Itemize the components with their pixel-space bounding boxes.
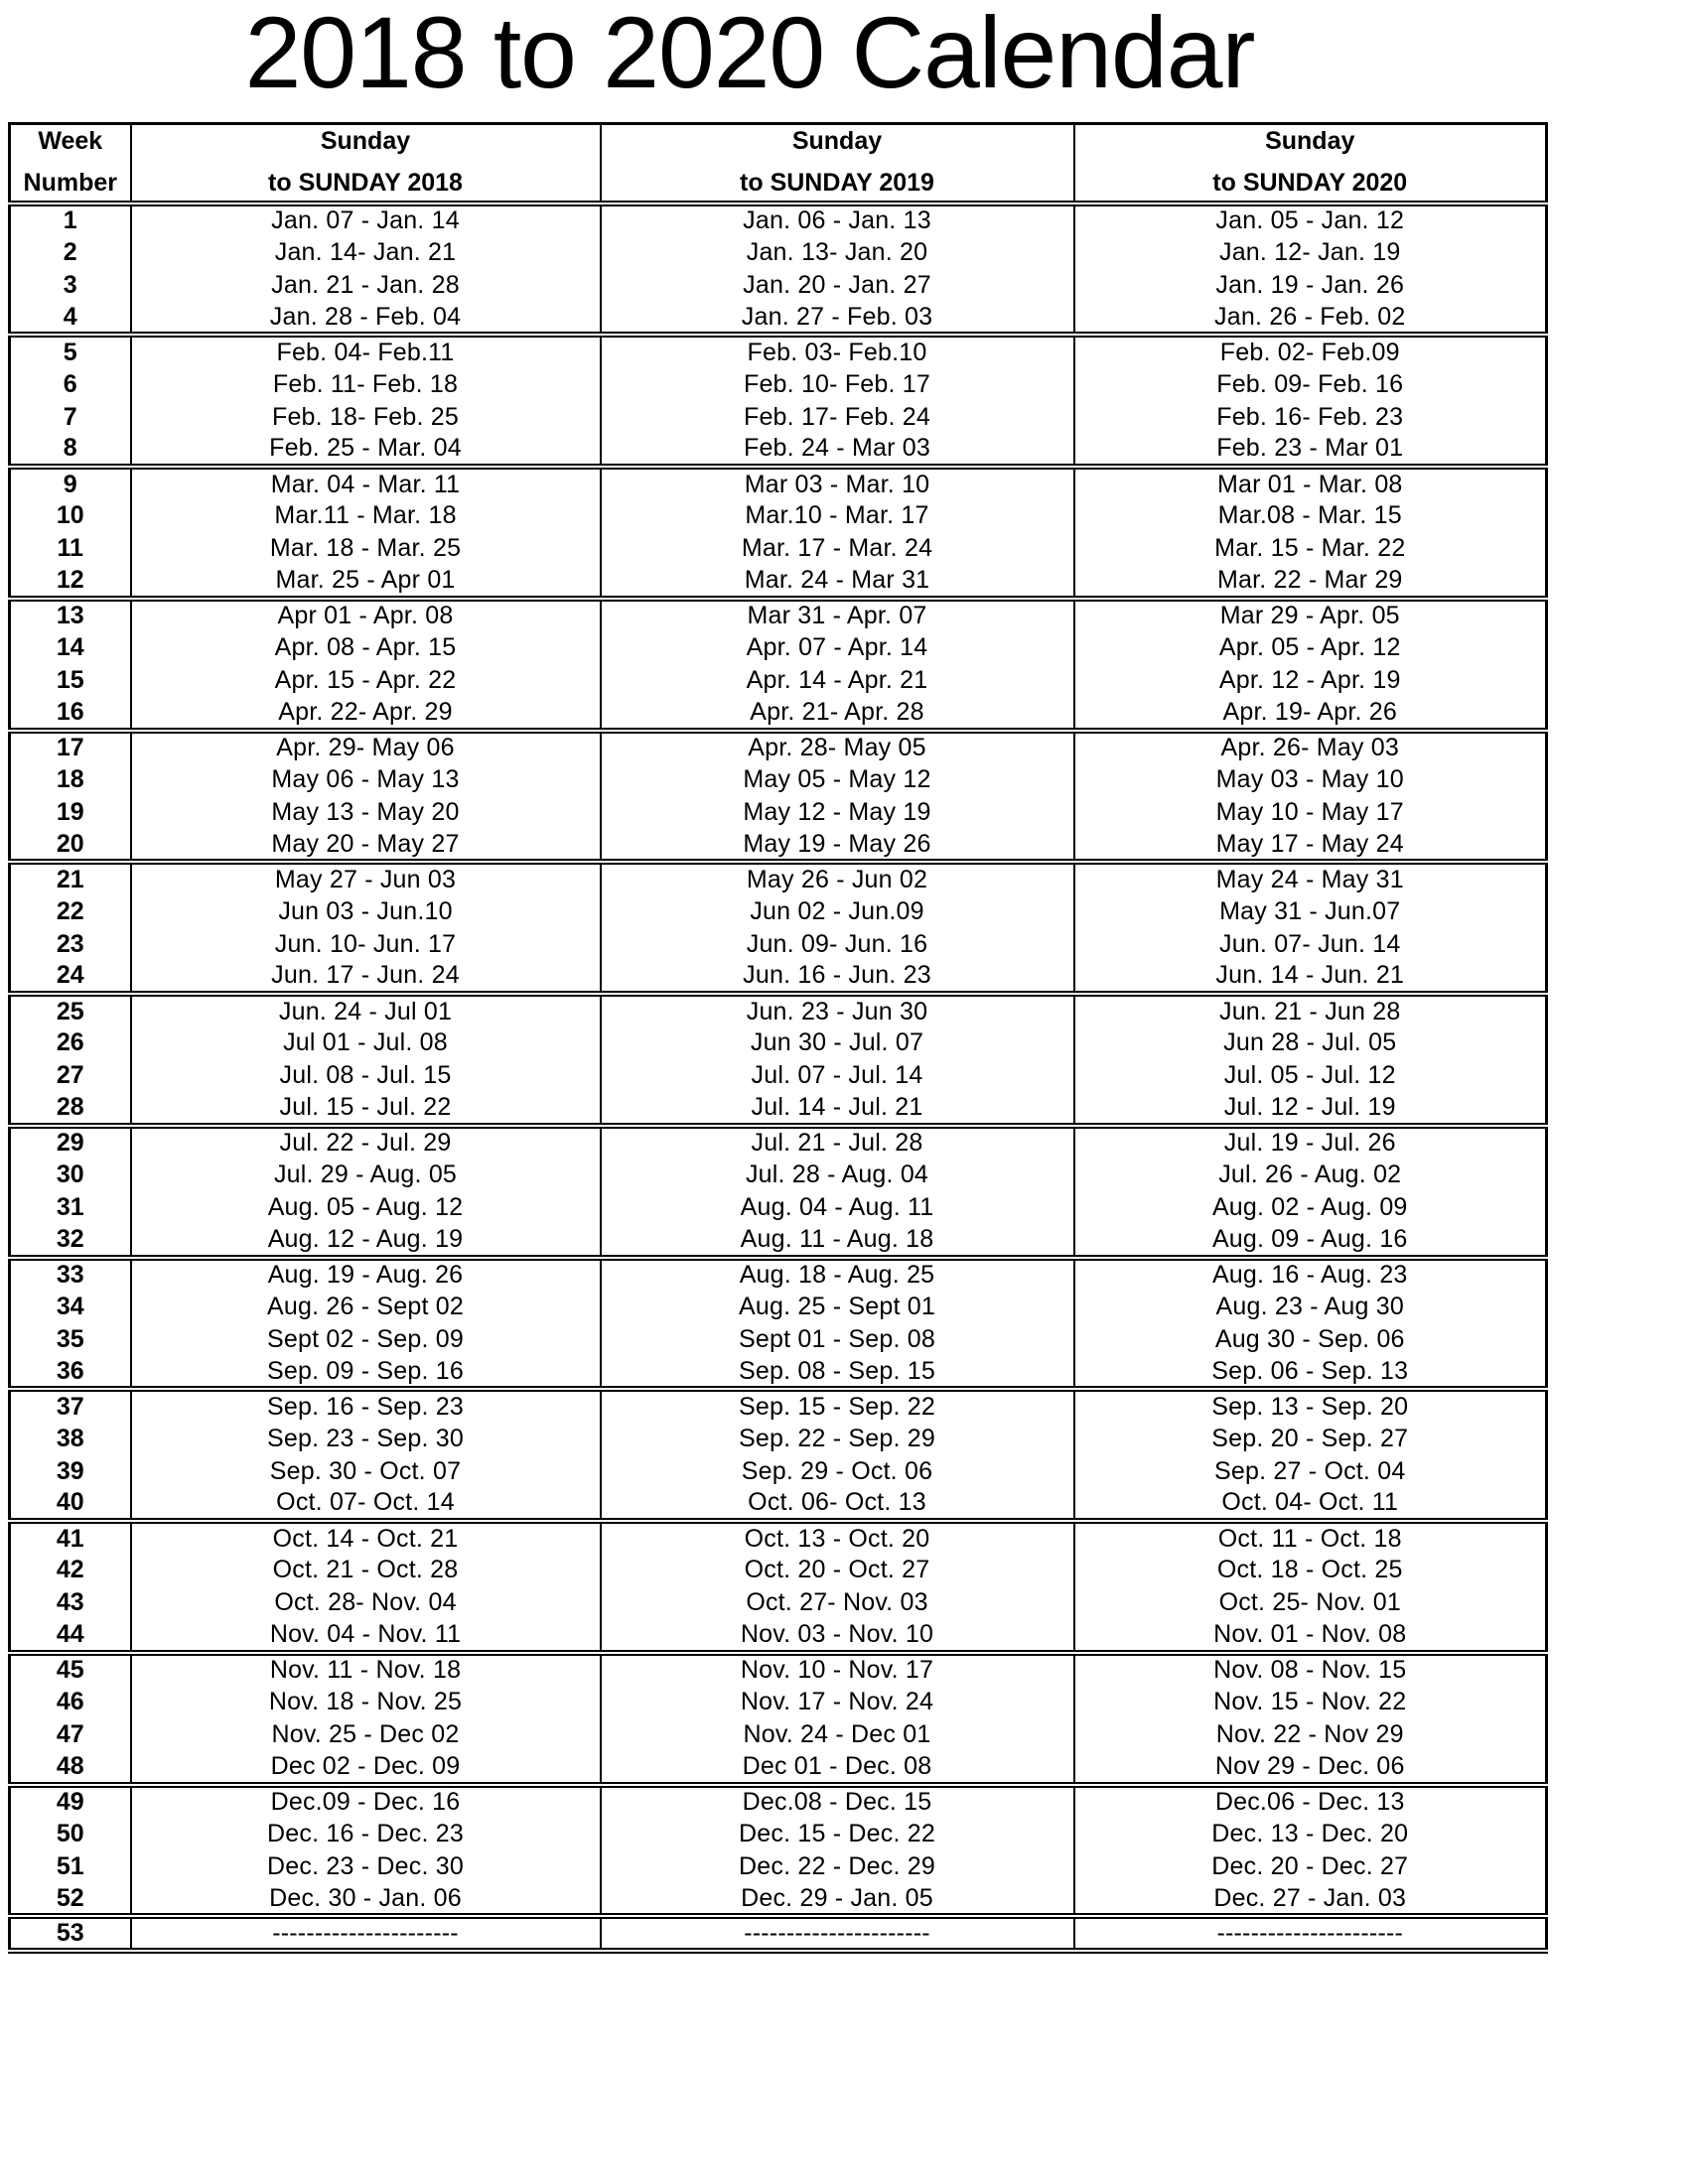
date-range-2019: Apr. 07 - Apr. 14 [601, 631, 1074, 664]
table-row [10, 894, 1547, 927]
table-row [10, 335, 1547, 367]
date-range-2019: Mar. 17 - Mar. 24 [601, 532, 1074, 565]
date-range-2020: Oct. 11 - Oct. 18 [1074, 1521, 1547, 1554]
date-range-2020: May 03 - May 10 [1074, 763, 1547, 796]
date-range-2019: Aug. 11 - Aug. 18 [601, 1224, 1074, 1257]
date-range-2018: Jul. 15 - Jul. 22 [131, 1093, 601, 1126]
table-row [10, 1916, 1547, 1951]
date-range-2020: Sep. 20 - Sep. 27 [1074, 1422, 1547, 1454]
year-header-2020 [1074, 124, 1547, 204]
date-range-2019: Feb. 17- Feb. 24 [601, 401, 1074, 434]
date-range-2019: Jun. 23 - Jun 30 [601, 994, 1074, 1026]
date-range-2019: ---------------------- [601, 1916, 1074, 1951]
table-row [10, 532, 1547, 565]
week-number-cell: 17 [56, 734, 84, 762]
week-number-cell: 7 [63, 402, 77, 431]
date-range-2018: Apr. 15 - Apr. 22 [131, 664, 601, 697]
date-range-2020: May 31 - Jun.07 [1074, 894, 1547, 927]
date-range-2020: Apr. 19- Apr. 26 [1074, 697, 1547, 730]
week-number-cell: 11 [57, 534, 83, 563]
table-row [10, 269, 1547, 302]
table-row [10, 1159, 1547, 1191]
week-number-cell: 27 [56, 1061, 84, 1090]
table-row [10, 204, 1547, 236]
table-row [10, 862, 1547, 894]
date-range-2020: Sep. 27 - Oct. 04 [1074, 1455, 1547, 1488]
date-range-2020: Sep. 13 - Sep. 20 [1074, 1389, 1547, 1422]
table-row [10, 499, 1547, 532]
week-number-cell: 35 [56, 1324, 84, 1353]
year-header-2019-line1: Sunday [791, 127, 883, 156]
week-number-cell: 39 [56, 1456, 84, 1485]
week-number-cell: 12 [56, 566, 84, 595]
date-range-2019: Jul. 28 - Aug. 04 [601, 1159, 1074, 1191]
week-number-cell: 15 [56, 666, 84, 695]
table-row [10, 1455, 1547, 1488]
date-range-2019: Aug. 18 - Aug. 25 [601, 1258, 1074, 1291]
date-range-2020: Dec.06 - Dec. 13 [1074, 1785, 1547, 1818]
date-range-2019: Nov. 03 - Nov. 10 [601, 1620, 1074, 1653]
date-range-2019: Oct. 13 - Oct. 20 [601, 1521, 1074, 1554]
table-row [10, 1718, 1547, 1751]
date-range-2018: Nov. 25 - Dec 02 [131, 1718, 601, 1751]
week-number-cell: 46 [56, 1688, 84, 1716]
date-range-2018: Apr 01 - Apr. 08 [131, 599, 601, 631]
year-header-2019-line2: to SUNDAY 2019 [740, 169, 934, 198]
week-number-cell: 24 [56, 961, 84, 990]
date-range-2020: Dec. 13 - Dec. 20 [1074, 1818, 1547, 1850]
date-range-2019: Dec.08 - Dec. 15 [601, 1785, 1074, 1818]
week-number-cell: 38 [56, 1424, 84, 1452]
date-range-2020: Apr. 12 - Apr. 19 [1074, 664, 1547, 697]
date-range-2019: Apr. 14 - Apr. 21 [601, 664, 1074, 697]
date-range-2019: Jul. 21 - Jul. 28 [601, 1126, 1074, 1159]
calendar-table-body [10, 204, 1547, 1952]
date-range-2019: Dec. 15 - Dec. 22 [601, 1818, 1074, 1850]
table-row [10, 236, 1547, 269]
year-header-2018 [131, 124, 601, 204]
date-range-2020: Mar. 15 - Mar. 22 [1074, 532, 1547, 565]
date-range-2020: Jul. 05 - Jul. 12 [1074, 1059, 1547, 1092]
calendar-table-header [10, 124, 1547, 204]
table-row [10, 1059, 1547, 1092]
year-header-2019 [601, 124, 1074, 204]
table-row [10, 1323, 1547, 1356]
date-range-2020: Feb. 09- Feb. 16 [1074, 367, 1547, 400]
table-row [10, 1191, 1547, 1224]
week-number-cell: 36 [56, 1356, 84, 1385]
date-range-2018: May 13 - May 20 [131, 796, 601, 829]
date-range-2018: May 27 - Jun 03 [131, 862, 601, 894]
date-range-2020: May 24 - May 31 [1074, 862, 1547, 894]
date-range-2020: Jun. 21 - Jun 28 [1074, 994, 1547, 1026]
date-range-2019: Aug. 04 - Aug. 11 [601, 1191, 1074, 1224]
date-range-2018: ---------------------- [131, 1916, 601, 1951]
date-range-2020: Dec. 27 - Jan. 03 [1074, 1883, 1547, 1916]
year-header-2018-line2: to SUNDAY 2018 [268, 169, 463, 198]
date-range-2020: Oct. 25- Nov. 01 [1074, 1586, 1547, 1619]
date-range-2019: Jun. 09- Jun. 16 [601, 928, 1074, 961]
date-range-2018: Nov. 18 - Nov. 25 [131, 1686, 601, 1718]
date-range-2018: Mar. 25 - Apr 01 [131, 566, 601, 599]
date-range-2020: Mar. 22 - Mar 29 [1074, 566, 1547, 599]
date-range-2019: Sep. 29 - Oct. 06 [601, 1455, 1074, 1488]
date-range-2020: Nov. 15 - Nov. 22 [1074, 1686, 1547, 1718]
table-row [10, 1751, 1547, 1784]
date-range-2020: Jan. 19 - Jan. 26 [1074, 269, 1547, 302]
week-number-cell: 16 [56, 697, 84, 726]
date-range-2019: May 05 - May 12 [601, 763, 1074, 796]
week-number-cell: 48 [56, 1751, 84, 1780]
date-range-2019: Feb. 10- Feb. 17 [601, 367, 1074, 400]
date-range-2020: Jun 28 - Jul. 05 [1074, 1026, 1547, 1059]
week-number-cell: 33 [56, 1261, 84, 1290]
table-row [10, 599, 1547, 631]
table-row [10, 1521, 1547, 1554]
week-number-cell: 10 [56, 501, 84, 530]
table-row [10, 1818, 1547, 1850]
week-number-cell: 14 [56, 633, 84, 662]
date-range-2018: Apr. 29- May 06 [131, 731, 601, 763]
date-range-2020: Dec. 20 - Dec. 27 [1074, 1850, 1547, 1883]
date-range-2019: Mar 03 - Mar. 10 [601, 467, 1074, 499]
date-range-2020: Apr. 05 - Apr. 12 [1074, 631, 1547, 664]
date-range-2019: Sep. 22 - Sep. 29 [601, 1422, 1074, 1454]
date-range-2019: Dec. 29 - Jan. 05 [601, 1883, 1074, 1916]
date-range-2019: Dec. 22 - Dec. 29 [601, 1850, 1074, 1883]
date-range-2019: Sep. 15 - Sep. 22 [601, 1389, 1074, 1422]
week-number-cell: 19 [56, 797, 84, 826]
date-range-2020: Aug. 16 - Aug. 23 [1074, 1258, 1547, 1291]
date-range-2019: Jun 02 - Jun.09 [601, 894, 1074, 927]
week-number-cell: 50 [56, 1819, 84, 1847]
year-header-2020-line2: to SUNDAY 2020 [1212, 169, 1408, 198]
table-row [10, 1653, 1547, 1686]
date-range-2019: Mar. 24 - Mar 31 [601, 566, 1074, 599]
date-range-2019: Oct. 20 - Oct. 27 [601, 1554, 1074, 1586]
date-range-2018: Dec. 16 - Dec. 23 [131, 1818, 601, 1850]
date-range-2018: Mar. 04 - Mar. 11 [131, 467, 601, 499]
table-row [10, 664, 1547, 697]
date-range-2019: Jan. 20 - Jan. 27 [601, 269, 1074, 302]
week-number-cell: 22 [56, 896, 84, 925]
date-range-2019: Oct. 06- Oct. 13 [601, 1488, 1074, 1521]
date-range-2019: Nov. 24 - Dec 01 [601, 1718, 1074, 1751]
table-row [10, 1356, 1547, 1389]
date-range-2020: Nov. 01 - Nov. 08 [1074, 1620, 1547, 1653]
week-number-cell: 13 [56, 602, 84, 630]
table-row [10, 631, 1547, 664]
date-range-2018: Jan. 28 - Feb. 04 [131, 302, 601, 335]
table-row [10, 434, 1547, 467]
table-row [10, 697, 1547, 730]
date-range-2020: Aug. 09 - Aug. 16 [1074, 1224, 1547, 1257]
week-number-cell: 3 [63, 270, 77, 299]
table-row [10, 829, 1547, 862]
table-row [10, 928, 1547, 961]
date-range-2019: Jan. 27 - Feb. 03 [601, 302, 1074, 335]
table-row [10, 731, 1547, 763]
date-range-2019: May 12 - May 19 [601, 796, 1074, 829]
date-range-2020: May 17 - May 24 [1074, 829, 1547, 862]
week-header-line2: Number [23, 169, 117, 198]
week-number-cell: 8 [63, 434, 77, 463]
week-number-cell: 25 [56, 997, 84, 1025]
week-number-cell: 44 [56, 1620, 84, 1649]
date-range-2020: Jan. 26 - Feb. 02 [1074, 302, 1547, 335]
date-range-2019: Apr. 28- May 05 [601, 731, 1074, 763]
date-range-2018: Aug. 12 - Aug. 19 [131, 1224, 601, 1257]
date-range-2020: Apr. 26- May 03 [1074, 731, 1547, 763]
date-range-2019: Dec 01 - Dec. 08 [601, 1751, 1074, 1784]
week-number-cell: 37 [56, 1392, 84, 1421]
date-range-2018: Jan. 21 - Jan. 28 [131, 269, 601, 302]
date-range-2018: Jul. 29 - Aug. 05 [131, 1159, 601, 1191]
date-range-2018: Feb. 25 - Mar. 04 [131, 434, 601, 467]
date-range-2018: Feb. 04- Feb.11 [131, 335, 601, 367]
year-header-2020-line1: Sunday [1265, 127, 1355, 156]
date-range-2019: Nov. 10 - Nov. 17 [601, 1653, 1074, 1686]
year-header-2018-line1: Sunday [320, 127, 411, 156]
date-range-2018: Aug. 19 - Aug. 26 [131, 1258, 601, 1291]
calendar-table [8, 122, 1548, 1954]
date-range-2018: Jun. 17 - Jun. 24 [131, 961, 601, 994]
date-range-2018: Feb. 18- Feb. 25 [131, 401, 601, 434]
date-range-2019: Jan. 13- Jan. 20 [601, 236, 1074, 269]
week-number-cell: 18 [56, 764, 84, 793]
date-range-2019: Sept 01 - Sep. 08 [601, 1323, 1074, 1356]
table-row [10, 367, 1547, 400]
table-row [10, 1126, 1547, 1159]
table-row [10, 1620, 1547, 1653]
week-number-cell: 26 [56, 1028, 84, 1057]
date-range-2018: Sep. 09 - Sep. 16 [131, 1356, 601, 1389]
date-range-2020: Sep. 06 - Sep. 13 [1074, 1356, 1547, 1389]
date-range-2020: Jan. 12- Jan. 19 [1074, 236, 1547, 269]
date-range-2018: Dec.09 - Dec. 16 [131, 1785, 601, 1818]
date-range-2019: May 19 - May 26 [601, 829, 1074, 862]
week-number-cell: 31 [56, 1193, 84, 1222]
date-range-2020: Aug. 02 - Aug. 09 [1074, 1191, 1547, 1224]
date-range-2018: Apr. 08 - Apr. 15 [131, 631, 601, 664]
date-range-2018: Aug. 26 - Sept 02 [131, 1291, 601, 1323]
date-range-2020: Nov. 08 - Nov. 15 [1074, 1653, 1547, 1686]
table-row [10, 1850, 1547, 1883]
week-number-header [10, 124, 131, 204]
date-range-2020: ---------------------- [1074, 1916, 1547, 1951]
date-range-2020: Mar 01 - Mar. 08 [1074, 467, 1547, 499]
date-range-2018: Jan. 14- Jan. 21 [131, 236, 601, 269]
table-row [10, 1026, 1547, 1059]
week-number-cell: 49 [56, 1788, 84, 1817]
week-number-cell: 23 [56, 929, 84, 958]
date-range-2019: Jun. 16 - Jun. 23 [601, 961, 1074, 994]
date-range-2020: May 10 - May 17 [1074, 796, 1547, 829]
table-row [10, 467, 1547, 499]
date-range-2018: Sept 02 - Sep. 09 [131, 1323, 601, 1356]
date-range-2018: Mar. 18 - Mar. 25 [131, 532, 601, 565]
date-range-2018: Dec 02 - Dec. 09 [131, 1751, 601, 1784]
date-range-2020: Jul. 19 - Jul. 26 [1074, 1126, 1547, 1159]
date-range-2020: Nov 29 - Dec. 06 [1074, 1751, 1547, 1784]
week-number-cell: 53 [56, 1919, 84, 1948]
date-range-2018: Oct. 28- Nov. 04 [131, 1586, 601, 1619]
date-range-2019: Sep. 08 - Sep. 15 [601, 1356, 1074, 1389]
date-range-2019: Mar 31 - Apr. 07 [601, 599, 1074, 631]
date-range-2020: Jul. 12 - Jul. 19 [1074, 1093, 1547, 1126]
week-number-cell: 21 [56, 865, 84, 893]
week-number-cell: 45 [56, 1656, 84, 1685]
table-row [10, 1686, 1547, 1718]
week-number-cell: 51 [56, 1851, 84, 1880]
date-range-2019: Jun 30 - Jul. 07 [601, 1026, 1074, 1059]
date-range-2020: Mar 29 - Apr. 05 [1074, 599, 1547, 631]
date-range-2020: Jul. 26 - Aug. 02 [1074, 1159, 1547, 1191]
week-number-cell: 5 [63, 338, 77, 366]
date-range-2018: Jul. 22 - Jul. 29 [131, 1126, 601, 1159]
week-number-cell: 52 [56, 1883, 84, 1912]
week-number-cell: 43 [56, 1588, 84, 1617]
week-header-line1: Week [38, 127, 103, 156]
date-range-2020: Jun. 07- Jun. 14 [1074, 928, 1547, 961]
date-range-2020: Jun. 14 - Jun. 21 [1074, 961, 1547, 994]
table-row [10, 401, 1547, 434]
date-range-2019: Jul. 07 - Jul. 14 [601, 1059, 1074, 1092]
date-range-2019: Oct. 27- Nov. 03 [601, 1586, 1074, 1619]
header-row [10, 124, 1547, 204]
table-row [10, 1488, 1547, 1521]
week-number-cell: 47 [56, 1720, 84, 1749]
date-range-2018: Oct. 07- Oct. 14 [131, 1488, 601, 1521]
date-range-2018: Sep. 16 - Sep. 23 [131, 1389, 601, 1422]
date-range-2020: Jan. 05 - Jan. 12 [1074, 204, 1547, 236]
table-row [10, 566, 1547, 599]
date-range-2018: Nov. 04 - Nov. 11 [131, 1620, 601, 1653]
date-range-2020: Nov. 22 - Nov 29 [1074, 1718, 1547, 1751]
date-range-2019: Apr. 21- Apr. 28 [601, 697, 1074, 730]
week-number-cell: 40 [56, 1488, 84, 1517]
date-range-2020: Feb. 23 - Mar 01 [1074, 434, 1547, 467]
table-row [10, 1258, 1547, 1291]
table-row [10, 961, 1547, 994]
table-row [10, 1586, 1547, 1619]
date-range-2018: Aug. 05 - Aug. 12 [131, 1191, 601, 1224]
date-range-2019: Feb. 03- Feb.10 [601, 335, 1074, 367]
table-row [10, 1093, 1547, 1126]
page-title: 2018 to 2020 Calendar [244, 0, 1255, 109]
date-range-2018: Jul. 08 - Jul. 15 [131, 1059, 601, 1092]
table-row [10, 1554, 1547, 1586]
table-row [10, 1224, 1547, 1257]
week-number-cell: 32 [56, 1224, 84, 1253]
date-range-2018: Dec. 23 - Dec. 30 [131, 1850, 601, 1883]
date-range-2018: Jun. 10- Jun. 17 [131, 928, 601, 961]
date-range-2018: Apr. 22- Apr. 29 [131, 697, 601, 730]
date-range-2019: Aug. 25 - Sept 01 [601, 1291, 1074, 1323]
table-row [10, 1291, 1547, 1323]
date-range-2018: Mar.11 - Mar. 18 [131, 499, 601, 532]
week-number-cell: 1 [63, 206, 77, 235]
date-range-2018: Jun. 24 - Jul 01 [131, 994, 601, 1026]
date-range-2019: Mar.10 - Mar. 17 [601, 499, 1074, 532]
table-row [10, 1883, 1547, 1916]
week-number-cell: 6 [63, 369, 77, 398]
week-number-cell: 28 [56, 1093, 84, 1122]
week-number-cell: 9 [63, 470, 77, 498]
week-number-cell: 41 [56, 1524, 84, 1553]
date-range-2018: May 20 - May 27 [131, 829, 601, 862]
table-row [10, 796, 1547, 829]
date-range-2018: Jul 01 - Jul. 08 [131, 1026, 601, 1059]
week-number-cell: 4 [63, 302, 77, 331]
date-range-2020: Feb. 16- Feb. 23 [1074, 401, 1547, 434]
date-range-2018: Sep. 30 - Oct. 07 [131, 1455, 601, 1488]
date-range-2018: Dec. 30 - Jan. 06 [131, 1883, 601, 1916]
date-range-2020: Oct. 18 - Oct. 25 [1074, 1554, 1547, 1586]
week-number-cell: 20 [56, 829, 84, 858]
date-range-2020: Aug 30 - Sep. 06 [1074, 1323, 1547, 1356]
week-number-cell: 42 [56, 1556, 84, 1584]
date-range-2019: May 26 - Jun 02 [601, 862, 1074, 894]
date-range-2020: Oct. 04- Oct. 11 [1074, 1488, 1547, 1521]
date-range-2018: Jan. 07 - Jan. 14 [131, 204, 601, 236]
date-range-2019: Jul. 14 - Jul. 21 [601, 1093, 1074, 1126]
date-range-2018: Feb. 11- Feb. 18 [131, 367, 601, 400]
table-row [10, 1422, 1547, 1454]
date-range-2019: Jan. 06 - Jan. 13 [601, 204, 1074, 236]
date-range-2020: Feb. 02- Feb.09 [1074, 335, 1547, 367]
week-number-cell: 29 [56, 1129, 84, 1158]
date-range-2018: May 06 - May 13 [131, 763, 601, 796]
table-row [10, 763, 1547, 796]
date-range-2020: Mar.08 - Mar. 15 [1074, 499, 1547, 532]
date-range-2018: Oct. 21 - Oct. 28 [131, 1554, 601, 1586]
table-row [10, 1389, 1547, 1422]
week-number-cell: 2 [63, 237, 77, 266]
date-range-2020: Aug. 23 - Aug 30 [1074, 1291, 1547, 1323]
date-range-2019: Nov. 17 - Nov. 24 [601, 1686, 1074, 1718]
week-number-cell: 30 [56, 1160, 84, 1189]
table-row [10, 302, 1547, 335]
week-number-cell: 34 [56, 1292, 84, 1320]
date-range-2018: Nov. 11 - Nov. 18 [131, 1653, 601, 1686]
date-range-2018: Oct. 14 - Oct. 21 [131, 1521, 601, 1554]
table-row [10, 994, 1547, 1026]
date-range-2018: Jun 03 - Jun.10 [131, 894, 601, 927]
date-range-2019: Feb. 24 - Mar 03 [601, 434, 1074, 467]
date-range-2018: Sep. 23 - Sep. 30 [131, 1422, 601, 1454]
table-row [10, 1785, 1547, 1818]
